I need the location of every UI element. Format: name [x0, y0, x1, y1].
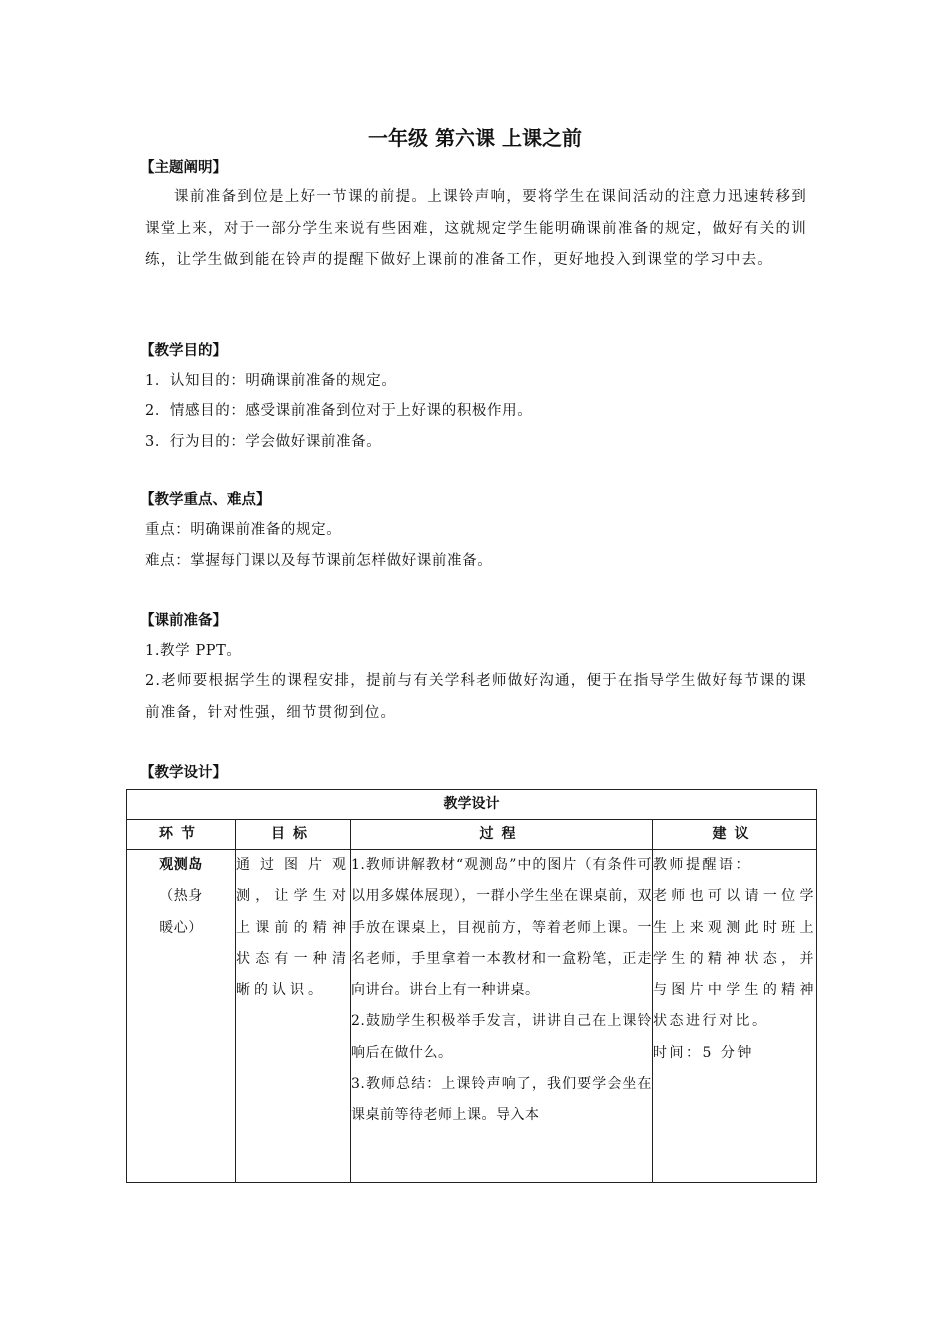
- page-title: 一年级 第六课 上课之前: [368, 126, 582, 150]
- stage-cell: [127, 850, 236, 1183]
- difficult-point-item: 难点：掌握每门课以及每节课前怎样做好课前准备。: [145, 553, 493, 569]
- goals-heading: 【教学目的】: [140, 343, 227, 359]
- goal-cell: [236, 850, 351, 1183]
- key-points-heading: 【教学重点、难点】: [140, 492, 271, 508]
- suggestion-label: 教师提醒语：: [653, 857, 752, 873]
- column-header-stage: 环节: [127, 820, 236, 850]
- preparation-item-1: 1.教学 PPT。: [145, 643, 242, 659]
- process-step-1: 1.教师讲解教材“观测岛”中的图片（有条件可以用多媒体展现），一群小学生坐在课桌前，双手放在课桌上，目视前方，等着老师上课。一名老师，手里拿着一本教材和一盒粉笔，正走向讲台。讲台上有一种讲桌。: [351, 857, 652, 999]
- goal-item-2: 2．情感目的：感受课前准备到位对于上好课的积极作用。: [145, 403, 533, 419]
- table-row: [127, 850, 817, 1183]
- stage-name: 观测岛: [159, 857, 203, 873]
- suggestion-text: 老师也可以请一位学生上来观测此时班上学生的精神状态，并与图片中学生的精神状态进行对比。: [653, 888, 816, 1030]
- column-header-goal: 目标: [236, 820, 351, 850]
- process-step-3: 3.教师总结：上课铃声响了，我们要学会坐在课桌前等待老师上课。导入本: [351, 1076, 652, 1124]
- design-table: [126, 789, 817, 1183]
- preparation-item-2: 2.老师要根据学生的课程安排，提前与有关学科老师做好沟通，便于在指导学生做好每节课的课前准备，针对性强，细节贯彻到位。: [145, 673, 807, 721]
- stage-subtitle: （热身暖心）: [159, 888, 203, 936]
- key-point-item: 重点：明确课前准备的规定。: [145, 522, 342, 538]
- goal-text: 通过图片观测，让学生对上课前的精神状态有一种清晰的认识。: [236, 857, 350, 999]
- suggestion-cell: [653, 850, 817, 1183]
- suggestion-time: 时间：5 分钟: [653, 1044, 754, 1061]
- column-header-suggestion: 建议: [653, 820, 817, 850]
- process-step-2: 2.鼓励学生积极举手发言，讲讲自己在上课铃响后在做什么。: [351, 1013, 652, 1061]
- goal-item-3: 3．行为目的：学会做好课前准备。: [145, 434, 382, 450]
- theme-heading: 【主题阐明】: [140, 160, 227, 176]
- preparation-heading: 【课前准备】: [140, 613, 227, 629]
- table-title: 教学设计: [127, 790, 817, 820]
- process-cell: [351, 850, 653, 1183]
- design-heading: 【教学设计】: [140, 765, 227, 781]
- column-header-process: 过程: [351, 820, 653, 850]
- theme-text: 课前准备到位是上好一节课的前提。上课铃声响，要将学生在课间活动的注意力迅速转移到课堂上来，对于一部分学生来说有些困难，这就规定学生能明确课前准备的规定，做好有关的训练，让学生做到能在铃声的提醒下做好上课前的准备工作，更好地投入到课堂的学习中去。: [145, 189, 807, 268]
- goal-item-1: 1．认知目的：明确课前准备的规定。: [145, 373, 397, 389]
